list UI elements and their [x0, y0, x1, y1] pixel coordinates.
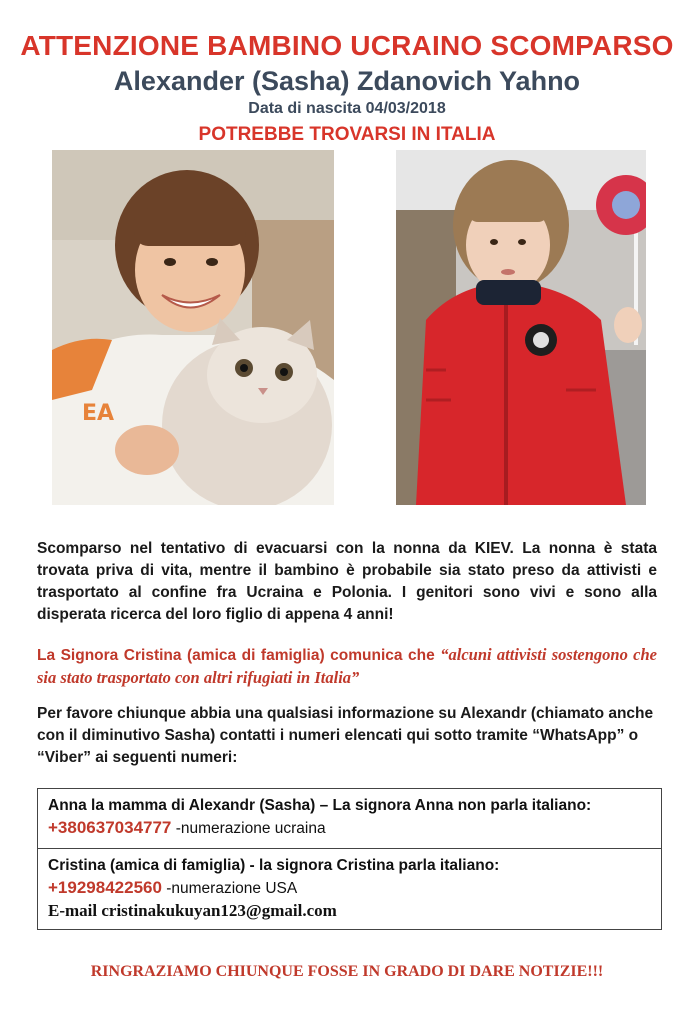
contacts-box: [37, 788, 662, 930]
cristina-description: Cristina (amica di famiglia) - la signora Cristina parla italiano:: [48, 857, 500, 874]
photo-child-red-jacket: [396, 150, 646, 505]
contact-cristina: [38, 849, 661, 931]
location-note: POTREBBE TROVARSI IN ITALIA: [198, 124, 496, 145]
cristina-email[interactable]: E-mail cristinakukuyan123@gmail.com: [48, 901, 337, 920]
anna-number-note: -numerazione ucraina: [171, 820, 326, 837]
photo-child-with-cat: [52, 150, 334, 505]
disappearance-description: Scomparso nel tentativo di evacuarsi con la nonna da KIEV. La nonna è stata trovata priva di vita, mentre il bambino è probabile sia stato preso da attivisti e trasportato al confine fra Ucraina e Polonia. I genitori sono vivi e sono alla disperata ricerca del loro figlio di appena 4 anni!: [37, 540, 657, 623]
child-name: Alexander (Sasha) Zdanovich Yahno: [113, 66, 581, 96]
cristina-number-note: -numerazione USA: [161, 880, 298, 897]
statement-intro: La Signora Cristina (amica di famiglia) comunica che: [37, 647, 441, 664]
contact-request: Per favore chiunque abbia una qualsiasi informazione su Alexandr (chiamato anche con il diminutivo Sasha) contatti i numeri elencati qui sotto tramite “WhatsApp” o “Viber” ai seguenti numeri:: [37, 705, 654, 766]
family-friend-statement: [37, 644, 657, 690]
date-of-birth: Data di nascita 04/03/2018: [248, 100, 446, 117]
svg-text:EA: EA: [82, 401, 115, 426]
thanks-footer: RINGRAZIAMO CHIUNQUE FOSSE IN GRADO DI DARE NOTIZIE!!!: [90, 963, 604, 980]
statement-quote: “alcuni attivisti sostengono che sia stato trasportato con altri rifugiati in Italia”: [37, 645, 657, 687]
contact-anna: [38, 789, 661, 849]
poster-title: ATTENZIONE BAMBINO UCRAINO SCOMPARSO: [20, 30, 674, 61]
cristina-phone-number[interactable]: +19298422560: [48, 878, 162, 897]
anna-description: Anna la mamma di Alexandr (Sasha) – La signora Anna non parla italiano:: [48, 797, 592, 814]
anna-phone-number[interactable]: +380637034777: [48, 818, 172, 837]
